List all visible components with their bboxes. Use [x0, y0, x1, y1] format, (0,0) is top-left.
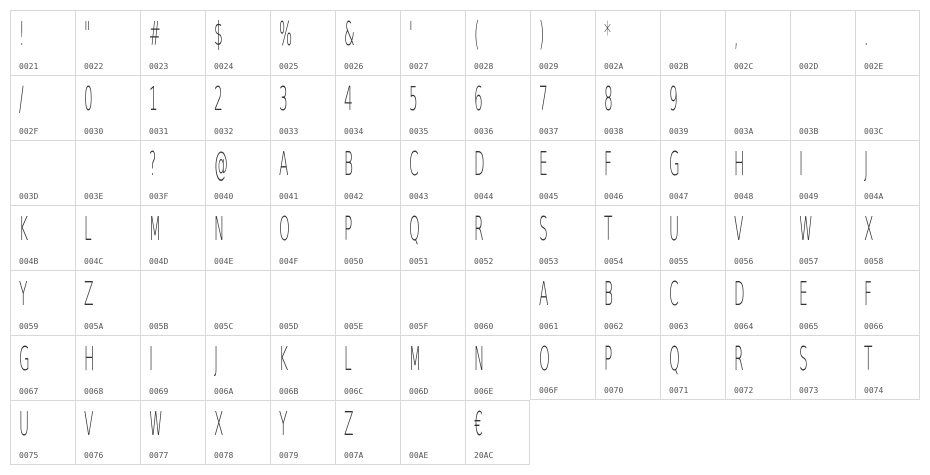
glyph-cell: [790, 140, 855, 205]
glyph-char: P: [344, 209, 353, 248]
glyph-cell: [205, 75, 270, 140]
glyph-code: 002A: [604, 62, 624, 71]
glyph-cell: [855, 205, 920, 270]
glyph-cell: [10, 270, 75, 335]
glyph-code: 0051: [409, 257, 429, 266]
glyph-code: 005A: [84, 322, 104, 331]
glyph-char: W: [149, 404, 163, 443]
glyph-cell: [790, 335, 855, 400]
glyph-cell: [790, 205, 855, 270]
glyph-cell: [725, 140, 790, 205]
glyph-char: A: [539, 274, 549, 313]
glyph-cell: [595, 205, 660, 270]
glyph-code: 0063: [669, 322, 689, 331]
glyph-code: 0048: [734, 192, 754, 201]
glyph-char: V: [734, 209, 744, 248]
glyph-code: 0031: [149, 127, 169, 136]
glyph-cell: [595, 140, 660, 205]
glyph-cell: [595, 75, 660, 140]
glyph-char: U: [669, 209, 680, 248]
glyph-char: P: [604, 339, 613, 378]
glyph-char: $: [214, 14, 223, 53]
glyph-cell: [660, 10, 725, 75]
glyph-code: 002E: [864, 62, 884, 71]
glyph-grid: [10, 10, 920, 465]
glyph-code: 0024: [214, 62, 234, 71]
glyph-code: 006D: [409, 387, 429, 396]
glyph-cell: [335, 335, 400, 400]
glyph-cell: [140, 270, 205, 335]
glyph-char: S: [539, 209, 548, 248]
glyph-code: 0055: [669, 257, 689, 266]
glyph-code: 006F: [539, 386, 559, 395]
glyph-code: 0066: [864, 322, 884, 331]
glyph-cell: [855, 270, 920, 335]
glyph-char: @: [214, 144, 228, 183]
glyph-cell: [595, 270, 660, 335]
glyph-cell: [335, 400, 400, 465]
glyph-cell: [530, 205, 595, 270]
glyph-code: 005E: [344, 322, 364, 331]
glyph-code: 002B: [669, 62, 689, 71]
glyph-char: ': [409, 14, 413, 53]
glyph-code: 0034: [344, 127, 364, 136]
glyph-char: ?: [149, 144, 157, 183]
glyph-code: 0039: [669, 127, 689, 136]
glyph-char: G: [669, 144, 680, 183]
glyph-code: 0065: [799, 322, 819, 331]
glyph-code: 0073: [799, 386, 819, 395]
glyph-code: 0025: [279, 62, 299, 71]
glyph-cell: [465, 335, 530, 400]
glyph-cell: [725, 10, 790, 75]
glyph-char: Z: [344, 404, 354, 443]
glyph-code: 003C: [864, 127, 884, 136]
glyph-cell: [205, 270, 270, 335]
glyph-char: V: [84, 404, 94, 443]
glyph-cell: [10, 205, 75, 270]
glyph-cell: [140, 140, 205, 205]
glyph-code: 0077: [149, 451, 169, 460]
glyph-cell: [530, 75, 595, 140]
glyph-char: C: [669, 274, 679, 313]
glyph-code: 0067: [19, 387, 39, 396]
glyph-cell: [205, 205, 270, 270]
glyph-cell: [75, 10, 140, 75]
glyph-cell: [400, 335, 465, 400]
glyph-cell: [660, 140, 725, 205]
glyph-char: E: [539, 144, 548, 183]
glyph-code: 0049: [799, 192, 819, 201]
glyph-cell: [790, 10, 855, 75]
glyph-char: 0: [84, 79, 93, 118]
glyph-char: #: [149, 14, 161, 53]
glyph-code: 0057: [799, 257, 819, 266]
glyph-cell: [205, 400, 270, 465]
glyph-cell: [270, 75, 335, 140]
glyph-code: 005F: [409, 322, 429, 331]
glyph-cell: [400, 75, 465, 140]
glyph-cell: [335, 10, 400, 75]
glyph-char: N: [474, 339, 485, 378]
glyph-cell: [465, 270, 530, 335]
glyph-cell: [270, 400, 335, 465]
glyph-char: B: [344, 144, 354, 183]
glyph-char: 2: [214, 79, 223, 118]
glyph-char: Z: [84, 274, 94, 313]
glyph-cell: [790, 270, 855, 335]
glyph-code: 0029: [539, 62, 559, 71]
glyph-code: 0052: [474, 257, 494, 266]
glyph-cell: [10, 400, 75, 465]
glyph-cell: [140, 75, 205, 140]
glyph-cell: [400, 270, 465, 335]
glyph-cell: [270, 10, 335, 75]
glyph-cell: [660, 270, 725, 335]
glyph-char: X: [864, 209, 874, 248]
glyph-char: (: [474, 14, 480, 53]
glyph-char: J: [214, 339, 219, 378]
glyph-char: *: [604, 14, 611, 53]
glyph-cell: [790, 75, 855, 140]
glyph-char: N: [214, 209, 225, 248]
glyph-code: 0046: [604, 192, 624, 201]
glyph-cell: [75, 270, 140, 335]
glyph-char: &: [344, 14, 355, 53]
glyph-char: ): [539, 14, 545, 53]
glyph-char: E: [799, 274, 808, 313]
glyph-code: 002F: [19, 127, 39, 136]
glyph-code: 003F: [149, 192, 169, 201]
glyph-code: 0044: [474, 192, 494, 201]
glyph-cell: [400, 400, 465, 465]
glyph-code: 0032: [214, 127, 234, 136]
glyph-code: 0069: [149, 387, 169, 396]
glyph-code: 005D: [279, 322, 299, 331]
glyph-cell: [140, 335, 205, 400]
glyph-char: M: [149, 209, 161, 248]
glyph-char: I: [149, 339, 154, 378]
glyph-code: 0068: [84, 387, 104, 396]
glyph-char: 5: [409, 79, 418, 118]
glyph-code: 0064: [734, 322, 754, 331]
glyph-code: 0072: [734, 386, 754, 395]
glyph-char: K: [19, 209, 29, 248]
glyph-cell: [75, 140, 140, 205]
glyph-code: 0023: [149, 62, 169, 71]
glyph-code: 0035: [409, 127, 429, 136]
glyph-code: 0042: [344, 192, 364, 201]
glyph-code: 0079: [279, 451, 299, 460]
glyph-char: D: [734, 274, 745, 313]
glyph-char: G: [19, 339, 30, 378]
glyph-code: 0061: [539, 322, 559, 331]
glyph-char: O: [279, 209, 290, 248]
glyph-code: 0076: [84, 451, 104, 460]
glyph-code: 0056: [734, 257, 754, 266]
glyph-cell: [725, 335, 790, 400]
glyph-cell: [660, 335, 725, 400]
glyph-cell: [205, 10, 270, 75]
glyph-cell: [465, 205, 530, 270]
glyph-code: 0043: [409, 192, 429, 201]
glyph-char: L: [84, 209, 92, 248]
glyph-cell: [660, 75, 725, 140]
glyph-char: B: [604, 274, 614, 313]
glyph-cell: [335, 270, 400, 335]
glyph-char: %: [279, 14, 293, 53]
glyph-code: 0027: [409, 62, 429, 71]
glyph-code: 007A: [344, 451, 364, 460]
glyph-char: U: [19, 404, 30, 443]
glyph-cell: [400, 10, 465, 75]
glyph-code: 0045: [539, 192, 559, 201]
glyph-cell: [335, 75, 400, 140]
glyph-code: 003E: [84, 192, 104, 201]
glyph-char: 9: [669, 79, 678, 118]
glyph-char: 7: [539, 79, 548, 118]
glyph-cell: [270, 205, 335, 270]
glyph-char: 8: [604, 79, 613, 118]
glyph-cell: [75, 75, 140, 140]
glyph-cell: [10, 140, 75, 205]
glyph-char: F: [604, 144, 612, 183]
glyph-char: ": [84, 14, 91, 53]
glyph-cell: [595, 335, 660, 400]
glyph-code: 002D: [799, 62, 819, 71]
glyph-cell: [855, 75, 920, 140]
glyph-char: X: [214, 404, 224, 443]
glyph-char: €: [474, 404, 483, 443]
glyph-cell: [725, 75, 790, 140]
glyph-code: 0078: [214, 451, 234, 460]
glyph-code: 0075: [19, 451, 39, 460]
glyph-code: 004D: [149, 257, 169, 266]
glyph-char: A: [279, 144, 289, 183]
glyph-char: R: [734, 339, 744, 378]
glyph-char: D: [474, 144, 485, 183]
glyph-code: 00AE: [409, 451, 429, 460]
glyph-char: 4: [344, 79, 353, 118]
glyph-char: M: [409, 339, 421, 378]
glyph-char: C: [409, 144, 419, 183]
glyph-cell: [530, 335, 595, 400]
glyph-char: T: [864, 339, 873, 378]
glyph-cell: [530, 270, 595, 335]
glyph-code: 004A: [864, 192, 884, 201]
glyph-cell: [335, 140, 400, 205]
glyph-cell: [335, 205, 400, 270]
glyph-char: Q: [669, 339, 680, 378]
glyph-code: 0050: [344, 257, 364, 266]
glyph-char: W: [799, 209, 813, 248]
glyph-code: 0058: [864, 257, 884, 266]
glyph-code: 006C: [344, 387, 364, 396]
glyph-code: 0036: [474, 127, 494, 136]
glyph-code: 006E: [474, 387, 494, 396]
glyph-char: S: [799, 339, 808, 378]
glyph-code: 005B: [149, 322, 169, 331]
glyph-code: 0071: [669, 386, 689, 395]
glyph-cell: [75, 400, 140, 465]
glyph-char: R: [474, 209, 484, 248]
glyph-char: ,: [734, 14, 739, 53]
glyph-cell: [465, 400, 530, 465]
glyph-cell: [140, 205, 205, 270]
glyph-cell: [595, 10, 660, 75]
glyph-cell: [465, 10, 530, 75]
glyph-code: 002C: [734, 62, 754, 71]
glyph-code: 0060: [474, 322, 494, 331]
glyph-code: 0021: [19, 62, 39, 71]
glyph-code: 0028: [474, 62, 494, 71]
glyph-code: 0037: [539, 127, 559, 136]
glyph-char: 3: [279, 79, 288, 118]
glyph-code: 0074: [864, 386, 884, 395]
glyph-code: 0040: [214, 192, 234, 201]
glyph-char: !: [19, 14, 25, 53]
glyph-cell: [75, 205, 140, 270]
glyph-code: 0062: [604, 322, 624, 331]
glyph-cell: [270, 270, 335, 335]
glyph-code: 0070: [604, 386, 624, 395]
glyph-code: 006A: [214, 387, 234, 396]
glyph-code: 0041: [279, 192, 299, 201]
glyph-cell: [530, 10, 595, 75]
glyph-cell: [530, 140, 595, 205]
glyph-cell: [205, 335, 270, 400]
glyph-code: 005C: [214, 322, 234, 331]
glyph-cell: [270, 335, 335, 400]
glyph-code: 006B: [279, 387, 299, 396]
glyph-cell: [725, 205, 790, 270]
glyph-char: /: [19, 79, 24, 118]
glyph-char: J: [864, 144, 869, 183]
glyph-cell: [205, 140, 270, 205]
glyph-code: 0022: [84, 62, 104, 71]
glyph-code: 0026: [344, 62, 364, 71]
glyph-code: 004B: [19, 257, 39, 266]
glyph-code: 0054: [604, 257, 624, 266]
glyph-code: 003B: [799, 127, 819, 136]
glyph-code: 004E: [214, 257, 234, 266]
glyph-cell: [10, 335, 75, 400]
glyph-char: H: [734, 144, 745, 183]
glyph-char: 1: [149, 79, 158, 118]
glyph-cell: [140, 10, 205, 75]
glyph-cell: [855, 140, 920, 205]
glyph-code: 003D: [19, 192, 39, 201]
glyph-code: 0038: [604, 127, 624, 136]
glyph-char: K: [279, 339, 289, 378]
glyph-char: O: [539, 339, 550, 378]
glyph-code: 0030: [84, 127, 104, 136]
glyph-cell: [725, 270, 790, 335]
glyph-char: Q: [409, 209, 420, 248]
glyph-code: 20AC: [474, 451, 494, 460]
glyph-cell: [465, 75, 530, 140]
glyph-cell: [855, 10, 920, 75]
glyph-cell: [10, 75, 75, 140]
glyph-char: F: [864, 274, 872, 313]
glyph-char: 6: [474, 79, 483, 118]
glyph-cell: [10, 10, 75, 75]
glyph-code: 0033: [279, 127, 299, 136]
glyph-char: T: [604, 209, 613, 248]
glyph-code: 003A: [734, 127, 754, 136]
glyph-cell: [270, 140, 335, 205]
glyph-code: 0047: [669, 192, 689, 201]
glyph-cell: [660, 205, 725, 270]
glyph-cell: [75, 335, 140, 400]
glyph-cell: [400, 140, 465, 205]
glyph-char: Y: [19, 274, 28, 313]
glyph-char: .: [864, 14, 869, 53]
glyph-char: Y: [279, 404, 288, 443]
glyph-cell: [140, 400, 205, 465]
glyph-char: L: [344, 339, 352, 378]
glyph-char: H: [84, 339, 95, 378]
glyph-code: 0053: [539, 257, 559, 266]
glyph-cell: [400, 205, 465, 270]
glyph-code: 0059: [19, 322, 39, 331]
glyph-cell: [465, 140, 530, 205]
glyph-code: 004C: [84, 257, 104, 266]
glyph-cell: [855, 335, 920, 400]
glyph-char: I: [799, 144, 804, 183]
glyph-code: 004F: [279, 257, 299, 266]
